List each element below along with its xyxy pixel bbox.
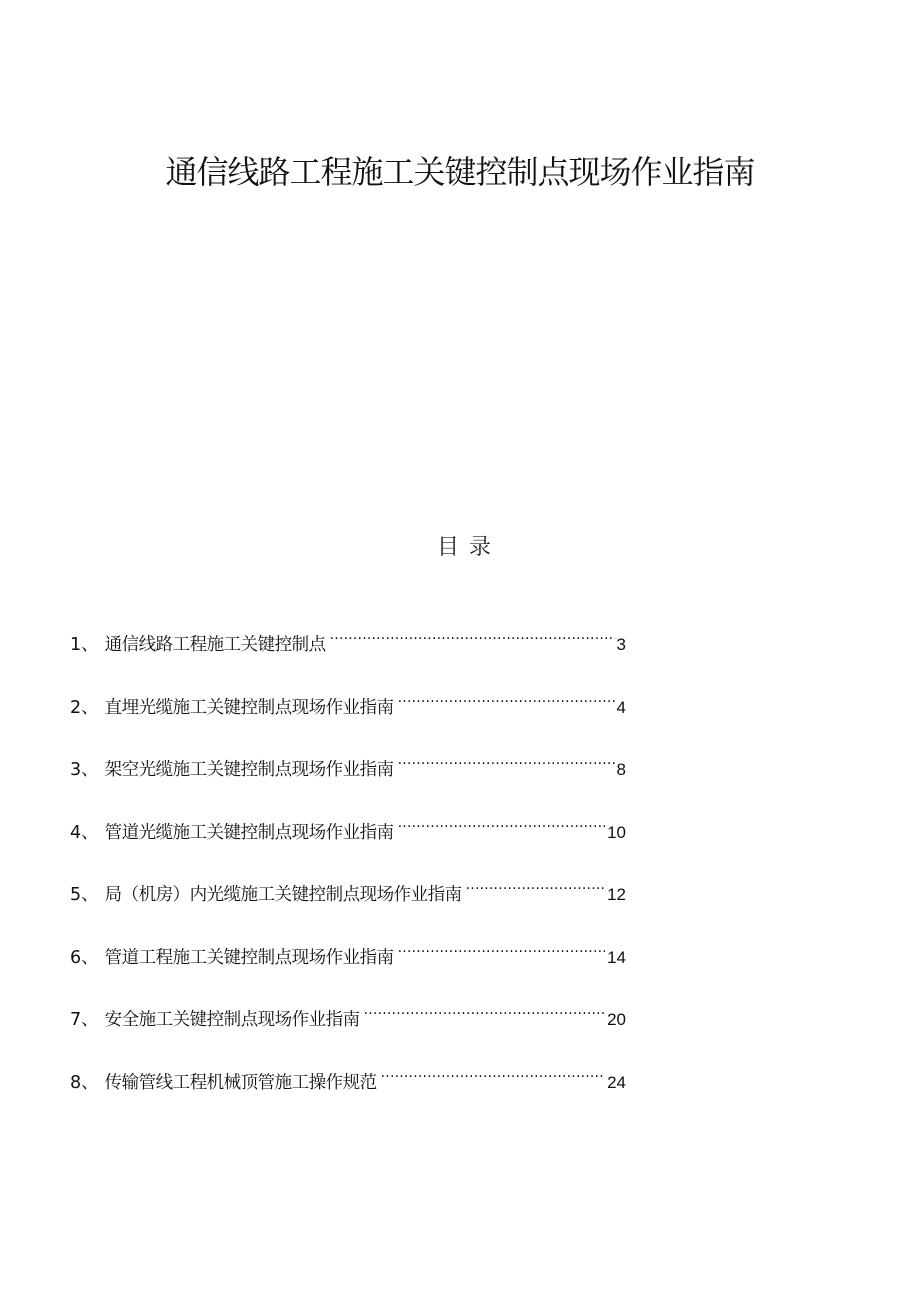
toc-entry-page: 20 <box>607 1010 626 1029</box>
toc-entry-page: 4 <box>616 697 626 717</box>
toc-entry-separator: 、 <box>81 885 99 905</box>
toc-entry-number: 1 <box>70 635 82 655</box>
toc-dot-leader <box>364 995 605 1025</box>
toc-entry-page: 3 <box>616 635 626 654</box>
toc-entry-3[interactable] <box>70 745 626 780</box>
toc-entry-1[interactable] <box>70 620 626 655</box>
toc-entry-separator: 、 <box>81 635 99 655</box>
toc-entry-number: 3 <box>70 760 82 780</box>
toc-entry-separator: 、 <box>81 760 99 780</box>
toc-entry-page: 12 <box>607 885 626 904</box>
toc-entry-separator: 、 <box>81 1072 99 1093</box>
toc-dot-leader <box>398 933 605 963</box>
toc-heading: 目录 <box>436 535 501 560</box>
toc-dot-leader <box>466 870 605 900</box>
toc-entry-separator: 、 <box>81 1010 99 1030</box>
toc-entry-number: 6 <box>70 947 82 968</box>
toc-entry-page: 24 <box>607 1072 626 1092</box>
toc-entry-title: 直埋光缆施工关键控制点现场作业指南 <box>104 697 394 718</box>
toc-entry-6[interactable] <box>70 933 626 968</box>
toc-dot-leader <box>398 683 615 713</box>
toc-entry-title: 局（机房）内光缆施工关键控制点现场作业指南 <box>104 885 462 905</box>
toc-entry-separator: 、 <box>81 697 99 718</box>
toc-entry-separator: 、 <box>81 822 99 843</box>
toc-entry-number: 2 <box>70 697 82 718</box>
toc-entry-number: 5 <box>70 885 82 905</box>
toc-dot-leader <box>398 808 605 838</box>
toc-entry-page: 8 <box>616 760 626 779</box>
toc-entry-title: 通信线路工程施工关键控制点 <box>104 635 326 655</box>
toc-entry-2[interactable] <box>70 683 626 718</box>
toc-entry-page: 10 <box>607 822 626 842</box>
toc-entry-title: 管道工程施工关键控制点现场作业指南 <box>104 947 394 968</box>
toc-entry-8[interactable] <box>70 1058 626 1093</box>
toc-entry-title: 安全施工关键控制点现场作业指南 <box>104 1010 360 1030</box>
toc-entry-number: 7 <box>70 1010 82 1030</box>
toc-entry-7[interactable] <box>70 995 626 1030</box>
toc-dot-leader <box>330 620 615 650</box>
table-of-contents <box>70 620 626 1120</box>
toc-entry-4[interactable] <box>70 808 626 843</box>
toc-entry-5[interactable] <box>70 870 626 905</box>
toc-entry-page: 14 <box>607 947 626 967</box>
toc-entry-title: 架空光缆施工关键控制点现场作业指南 <box>104 760 394 780</box>
toc-entry-title: 管道光缆施工关键控制点现场作业指南 <box>104 822 394 843</box>
toc-entry-number: 8 <box>70 1072 82 1093</box>
toc-entry-title: 传输管线工程机械顶管施工操作规范 <box>104 1072 377 1093</box>
document-title: 通信线路工程施工关键控制点现场作业指南 <box>165 153 755 191</box>
toc-dot-leader <box>381 1058 605 1088</box>
toc-entry-separator: 、 <box>81 947 99 968</box>
toc-entry-number: 4 <box>70 822 82 843</box>
toc-dot-leader <box>398 745 615 775</box>
